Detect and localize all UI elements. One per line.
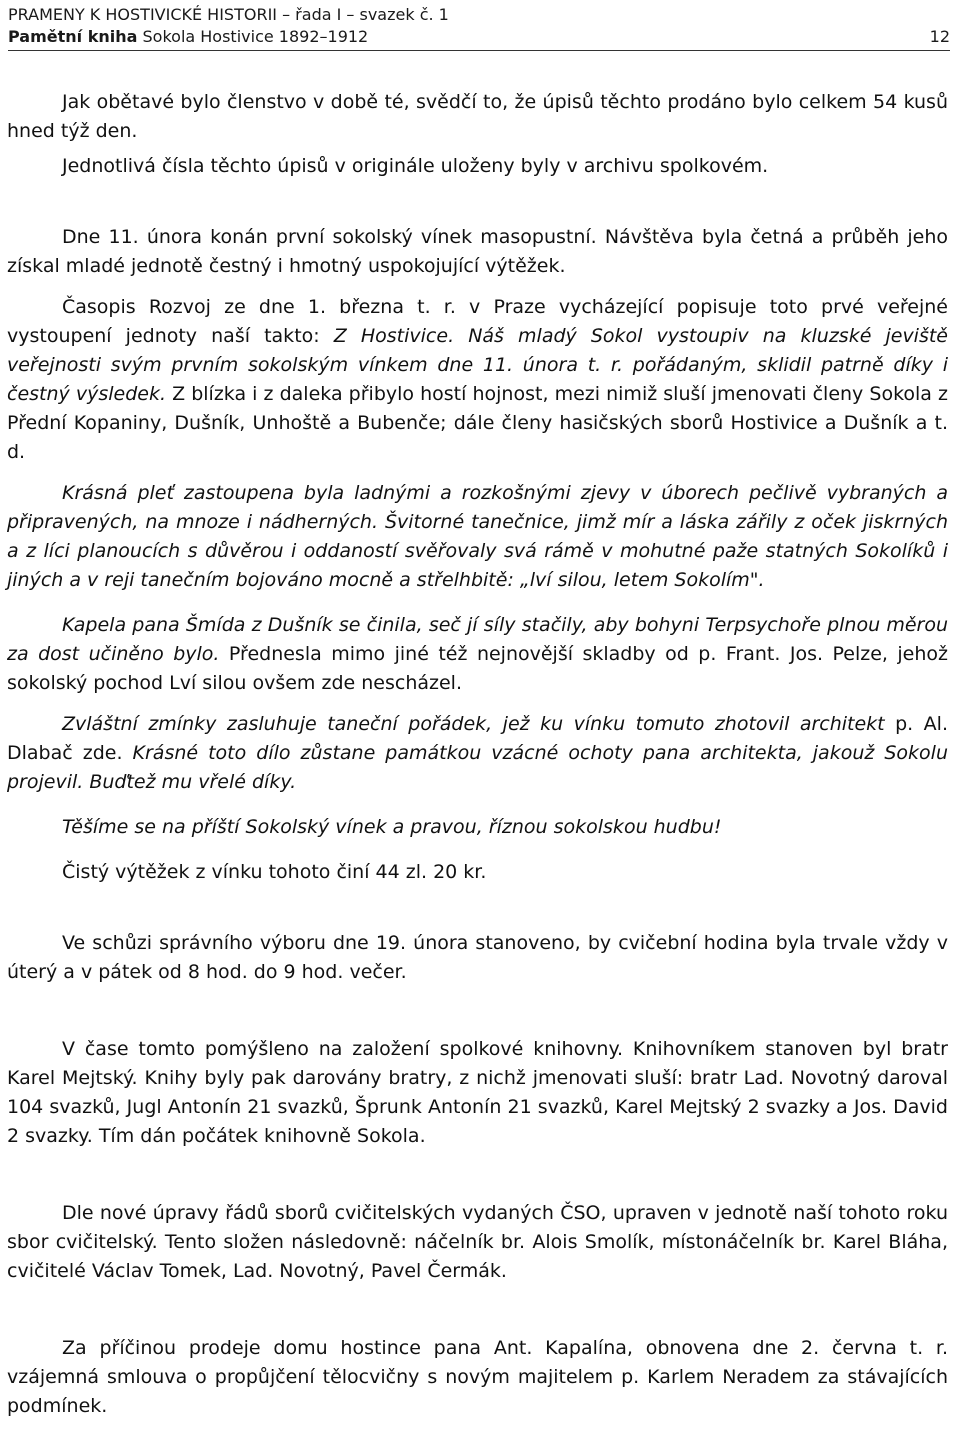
paragraph-6 — [7, 611, 948, 698]
paragraph-1: Jak obětavé bylo členstvo v době té, svědčí to, že úpisů těchto prodáno bylo celkem 54 kusů hned týž den. — [7, 91, 948, 142]
paragraph-10: Ve schůzi správního výboru dne 19. února stanoveno, by cvičební hodina byla trvale vždy v úterý a v pátek od 8 hod. do 9 hod. večer. — [7, 932, 948, 983]
paragraph-12: Dle nové úpravy řádů sborů cvičitelských vydaných ČSO, upraven v jednotě naší tohoto roku sbor cvičitelský. Tento složen následovně: náčelník br. Alois Smolík, místonáčelník br. Karel Bláha, cvičitelé Václav Tomek, Lad. Novotný, Pavel Čermák. — [7, 1202, 948, 1282]
paragraph-7-quote: Zvláštní zmínky zasluhuje taneční pořádek, jež ku vínku tomuto zhotovil architekt — [62, 713, 885, 735]
series-title: PRAMENY K HOSTIVICKÉ HISTORII – řada I – svazek č. 1 — [8, 5, 449, 24]
book-title — [8, 26, 368, 48]
paragraph-4-text: Časopis Rozvoj ze dne 1. března t. r. v Praze vycházející popisuje toto prvé veřejné vystoupení jednoty naší takto: — [7, 296, 948, 347]
paragraph-6-quote: Kapela pana Šmída z Dušník se činila, seč jí síly stačily, aby bohyni Terpsychoře plnou měrou za dost učiněno bylo. — [7, 614, 948, 665]
paragraph-7-text: p. Al. Dlabač zde. — [7, 713, 948, 764]
document-body — [7, 88, 948, 1421]
paragraph-11: V čase tomto pomýšleno na založení spolkové knihovny. Knihovníkem stanoven byl bratr Karel Mejtský. Knihy byly pak darovány bratry, z nichž jmenovati sluší: bratr Lad. Novotný daroval 104 svazků, Jugl Antonín 21 svazků, Šprunk Antonín 21 svazků, Karel Mejtský 2 svazky a Jos. David 2 svazky. Tím dán počátek knihovně Sokola. — [7, 1038, 948, 1147]
paragraph-7-quote-2: Krásné toto dílo zůstane památkou vzácné ochoty pana architekta, jakouž Sokolu projevil. Buďtež mu vřelé díky. — [7, 742, 948, 793]
paragraph-4-text-2: Z blízka i z daleka přibylo hostí hojnost, mezi nimiž sluší jmenovati členy Sokola z Přední Kopaniny, Dušník, Unhoště a Bubenče; dále členy hasičských sborů Hostivice a Dušník a t. d. — [7, 383, 948, 463]
paragraph-5: Krásná pleť zastoupena byla ladnými a rozkošnými zjevy v úborech pečlivě vybraných a připravených, na mnoze i nádherných. Švitorné tanečnice, jimž mír a láska zářily z oček jiskrných a z líci planoucích s důvěrou i oddaností svěřovaly svá rámě v mohutné paže statných Sokolíků i jiných a v reji tanečním bojováno mocně a střelhbitě: „lví silou, letem Sokolím". — [7, 482, 948, 591]
header-rule — [8, 50, 950, 51]
page-number: 12 — [929, 27, 950, 46]
book-title-rest: Sokola Hostivice 1892–1912 — [137, 27, 369, 46]
paragraph-8: Těšíme se na příští Sokolský vínek a pravou, říznou sokolskou hudbu! — [62, 816, 722, 838]
page-header — [8, 4, 950, 51]
paragraph-9: Čistý výtěžek z vínku tohoto činí 44 zl. 20 kr. — [62, 861, 487, 883]
book-title-row — [8, 26, 950, 48]
paragraph-4 — [7, 293, 948, 467]
paragraph-7 — [7, 710, 948, 797]
paragraph-4-quote: Z Hostivice. Náš mladý Sokol vystoupiv na kluzské jeviště veřejnosti svým prvním sokolským vínkem dne 11. února t. r. pořádaným, sklidil patrně díky i čestný výsledek. — [7, 325, 949, 405]
book-title-bold: Pamětní kniha — [8, 27, 138, 46]
paragraph-2: Jednotlivá čísla těchto úpisů v originále uloženy byly v archivu spolkovém. — [62, 155, 769, 177]
paragraph-3: Dne 11. února konán první sokolský vínek masopustní. Návštěva byla četná a průběh jeho získal mladé jednotě čestný i hmotný uspokojující výtěžek. — [7, 226, 948, 277]
paragraph-13: Za příčinou prodeje domu hostince pana Ant. Kapalína, obnovena dne 2. června t. r. vzájemná smlouva o propůjčení tělocvičny s novým majitelem p. Karlem Neradem za stávajících podmínek. — [7, 1337, 948, 1417]
paragraph-6-text: Přednesla mimo jiné též nejnovější skladby od p. Frant. Jos. Pelze, jehož sokolský pochod Lví silou ovšem zde nescházel. — [7, 643, 948, 694]
